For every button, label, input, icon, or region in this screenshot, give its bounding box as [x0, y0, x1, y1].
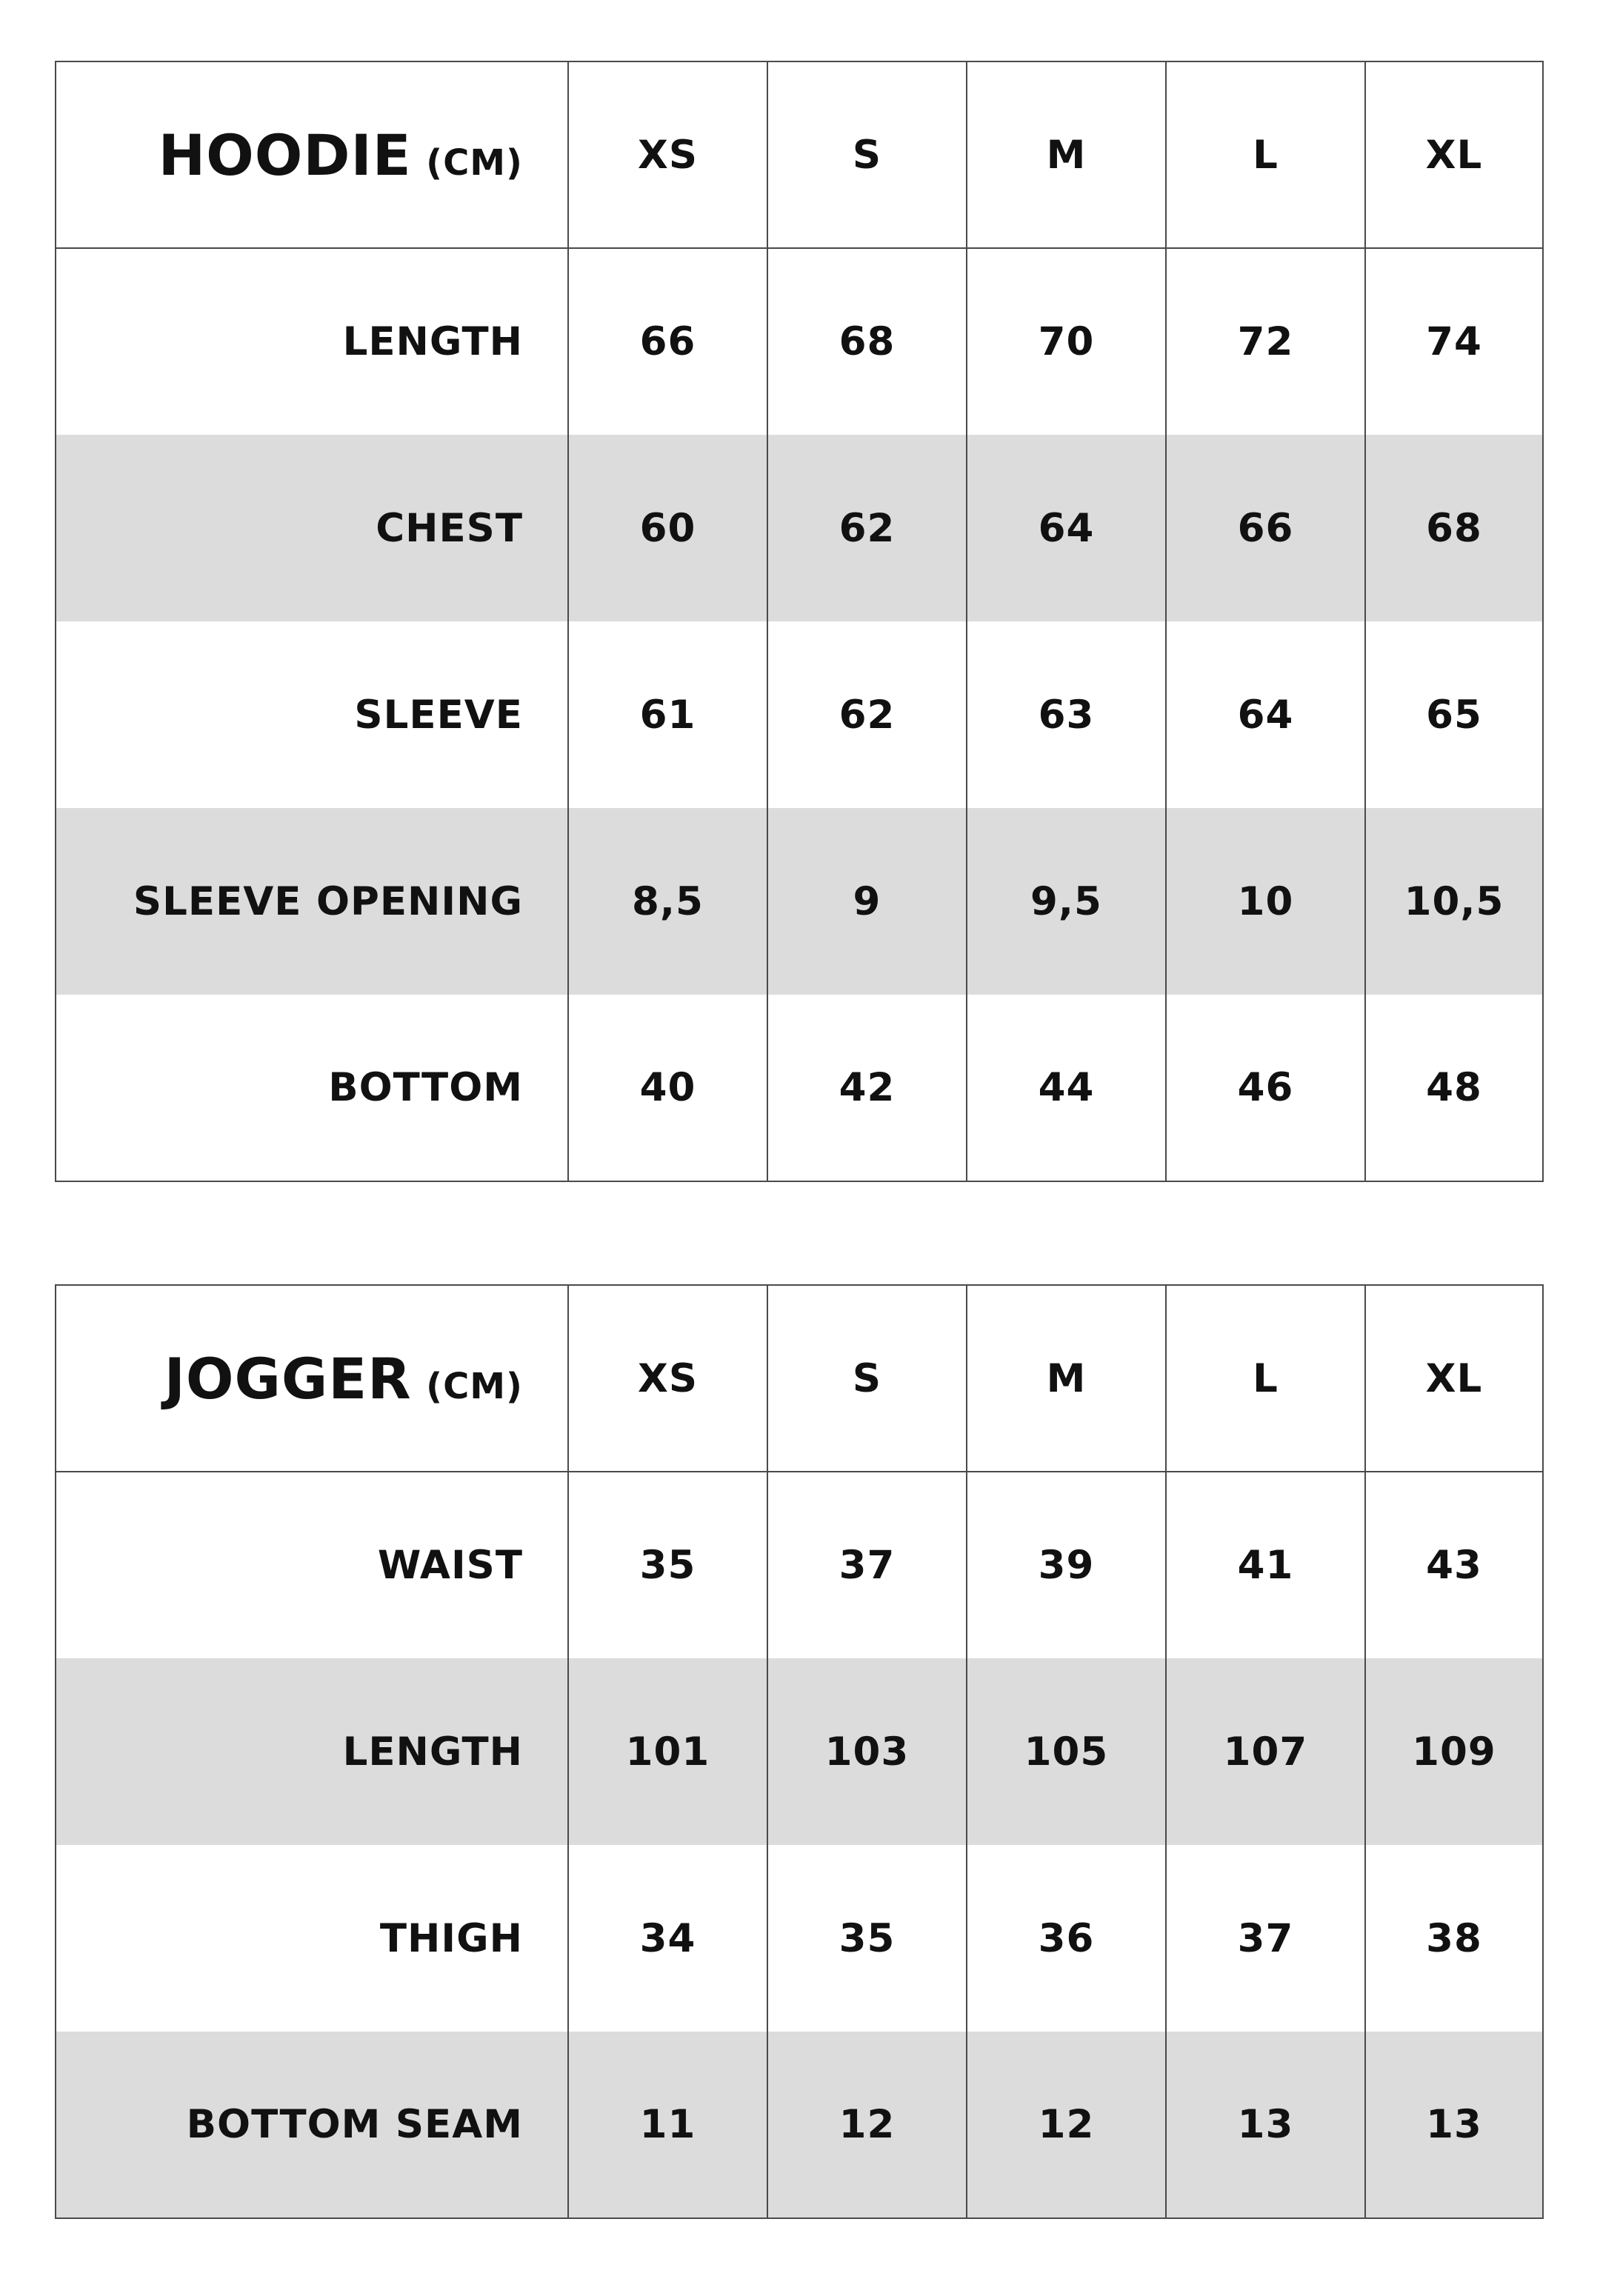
table-cell: 64	[1166, 621, 1365, 808]
table-cell: 74	[1365, 248, 1543, 435]
table-cell: 60	[568, 435, 767, 621]
row-label: WAIST	[56, 1472, 568, 1658]
table-title-unit: (CM)	[426, 141, 523, 184]
table-title-name: JOGGER	[164, 1345, 412, 1412]
size-header-s: S	[767, 1285, 967, 1472]
table-cell: 10	[1166, 808, 1365, 995]
table-cell: 43	[1365, 1472, 1543, 1658]
table-cell: 64	[967, 435, 1166, 621]
table-cell: 107	[1166, 1658, 1365, 1845]
table-cell: 13	[1365, 2032, 1543, 2218]
table-cell: 63	[967, 621, 1166, 808]
size-header-m: M	[967, 1285, 1166, 1472]
table-cell: 12	[767, 2032, 967, 2218]
table-cell: 42	[767, 995, 967, 1181]
row-label: THIGH	[56, 1845, 568, 2032]
table-cell: 48	[1365, 995, 1543, 1181]
table-row	[56, 248, 1543, 435]
table-title	[56, 1285, 568, 1472]
hoodie-size-table	[55, 61, 1544, 1182]
table-row	[56, 435, 1543, 621]
table-header-row	[56, 1285, 1543, 1472]
row-label: SLEEVE OPENING	[56, 808, 568, 995]
table-cell: 61	[568, 621, 767, 808]
table-row	[56, 621, 1543, 808]
table-row	[56, 1472, 1543, 1658]
table-title-name: HOODIE	[158, 121, 412, 188]
table-cell: 13	[1166, 2032, 1365, 2218]
jogger-size-table	[55, 1284, 1544, 2219]
table-cell: 12	[967, 2032, 1166, 2218]
table-cell: 66	[568, 248, 767, 435]
table-cell: 66	[1166, 435, 1365, 621]
row-label: LENGTH	[56, 1658, 568, 1845]
table-cell: 10,5	[1365, 808, 1543, 995]
table-cell: 44	[967, 995, 1166, 1181]
table-cell: 39	[967, 1472, 1166, 1658]
size-header-xl: XL	[1365, 1285, 1543, 1472]
table-title-unit: (CM)	[426, 1365, 523, 1407]
table-cell: 105	[967, 1658, 1166, 1845]
size-header-xs: XS	[568, 61, 767, 248]
table-cell: 70	[967, 248, 1166, 435]
size-header-l: L	[1166, 61, 1365, 248]
row-label: CHEST	[56, 435, 568, 621]
size-header-s: S	[767, 61, 967, 248]
size-header-m: M	[967, 61, 1166, 248]
table-cell: 40	[568, 995, 767, 1181]
size-header-xl: XL	[1365, 61, 1543, 248]
size-header-l: L	[1166, 1285, 1365, 1472]
table-cell: 41	[1166, 1472, 1365, 1658]
table-cell: 36	[967, 1845, 1166, 2032]
table-cell: 101	[568, 1658, 767, 1845]
row-label: BOTTOM	[56, 995, 568, 1181]
table-cell: 37	[767, 1472, 967, 1658]
table-cell: 11	[568, 2032, 767, 2218]
table-cell: 62	[767, 435, 967, 621]
row-label: LENGTH	[56, 248, 568, 435]
table-cell: 37	[1166, 1845, 1365, 2032]
table-cell: 103	[767, 1658, 967, 1845]
table-row	[56, 995, 1543, 1181]
table-cell: 8,5	[568, 808, 767, 995]
table-row	[56, 1845, 1543, 2032]
table-cell: 34	[568, 1845, 767, 2032]
table-title	[56, 61, 568, 248]
table-cell: 46	[1166, 995, 1365, 1181]
table-cell: 35	[568, 1472, 767, 1658]
table-cell: 9,5	[967, 808, 1166, 995]
row-label: BOTTOM SEAM	[56, 2032, 568, 2218]
row-label: SLEEVE	[56, 621, 568, 808]
table-row	[56, 1658, 1543, 1845]
table-row	[56, 808, 1543, 995]
table-cell: 38	[1365, 1845, 1543, 2032]
table-cell: 68	[1365, 435, 1543, 621]
table-cell: 9	[767, 808, 967, 995]
table-cell: 35	[767, 1845, 967, 2032]
table-cell: 109	[1365, 1658, 1543, 1845]
table-header-row	[56, 61, 1543, 248]
table-row	[56, 2032, 1543, 2218]
table-cell: 62	[767, 621, 967, 808]
table-cell: 65	[1365, 621, 1543, 808]
table-cell: 68	[767, 248, 967, 435]
table-cell: 72	[1166, 248, 1365, 435]
size-header-xs: XS	[568, 1285, 767, 1472]
